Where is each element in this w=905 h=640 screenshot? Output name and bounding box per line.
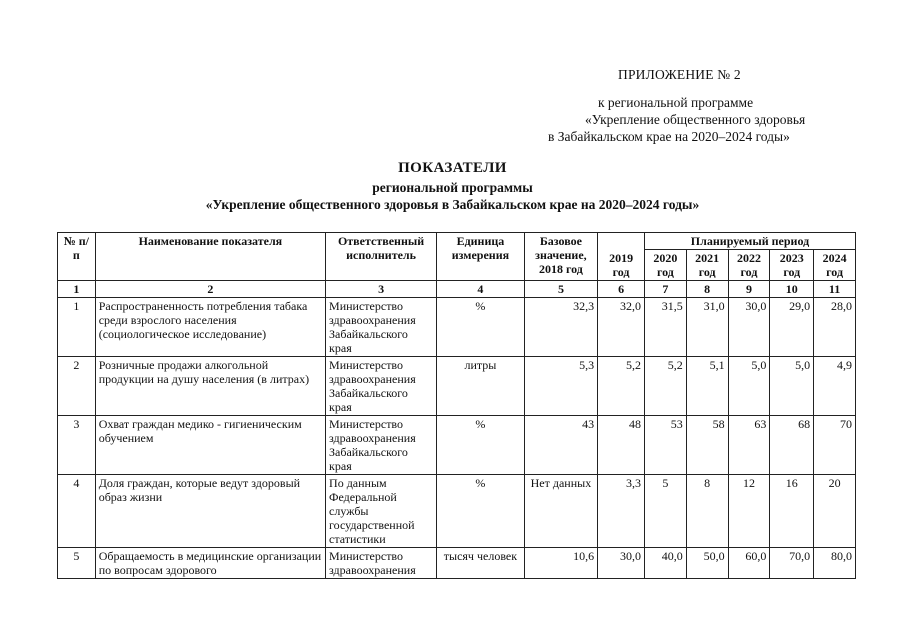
indicator-executor: По данным Федеральной службы государственной статистики [326, 475, 437, 548]
value-2019: 48 [598, 416, 645, 475]
value-2019: 3,3 [598, 475, 645, 548]
value-2023: 16 [770, 475, 814, 548]
row-number: 2 [58, 357, 96, 416]
value-2024: 20 [814, 475, 856, 548]
header-2022: 2022 год [728, 250, 770, 281]
value-2020: 53 [645, 416, 687, 475]
value-2024: 70 [814, 416, 856, 475]
value-2022: 63 [728, 416, 770, 475]
appendix-ref-line1: к региональной программе [598, 95, 754, 110]
value-2020: 40,0 [645, 548, 687, 579]
indicator-executor: Министерство здравоохранения Забайкальского края [326, 357, 437, 416]
header-base: Базовое значение, 2018 год [524, 233, 597, 281]
value-2022: 30,0 [728, 298, 770, 357]
header-2023: 2023 год [770, 250, 814, 281]
value-base: 32,3 [524, 298, 597, 357]
value-2021: 58 [686, 416, 728, 475]
value-2024: 4,9 [814, 357, 856, 416]
indicator-name: Распространенность потребления табака среди взрослого населения (социологическое исследование) [95, 298, 325, 357]
value-2024: 80,0 [814, 548, 856, 579]
indicator-name: Доля граждан, которые ведут здоровый образ жизни [95, 475, 325, 548]
col-number: 4 [437, 281, 525, 298]
appendix-ref-line2: «Укрепление общественного здоровья [585, 112, 806, 127]
value-2020: 5,2 [645, 357, 687, 416]
value-base: 43 [524, 416, 597, 475]
value-2020: 5 [645, 475, 687, 548]
indicator-unit: % [437, 475, 525, 548]
value-base: 10,6 [524, 548, 597, 579]
col-number: 1 [58, 281, 96, 298]
table-row [58, 548, 856, 579]
col-number: 5 [524, 281, 597, 298]
value-2019: 32,0 [598, 298, 645, 357]
value-2019: 5,2 [598, 357, 645, 416]
row-number: 1 [58, 298, 96, 357]
col-number: 3 [326, 281, 437, 298]
value-2023: 70,0 [770, 548, 814, 579]
header-2020: 2020 год [645, 250, 687, 281]
header-unit: Единица измерения [437, 233, 525, 281]
col-number: 11 [814, 281, 856, 298]
indicator-executor: Министерство здравоохранения Забайкальского края [326, 298, 437, 357]
row-number: 5 [58, 548, 96, 579]
indicator-unit: % [437, 416, 525, 475]
appendix-ref-line3: в Забайкальском крае на 2020–2024 годы» [548, 129, 790, 144]
col-number: 7 [645, 281, 687, 298]
indicator-unit: тысяч человек [437, 548, 525, 579]
col-number: 2 [95, 281, 325, 298]
value-2022: 5,0 [728, 357, 770, 416]
heading-line2: региональной программы [372, 180, 533, 195]
table-row [58, 298, 856, 357]
header-2024: 2024 год [814, 250, 856, 281]
header-executor: Ответственный исполнитель [326, 233, 437, 281]
table-row [58, 357, 856, 416]
value-2021: 8 [686, 475, 728, 548]
value-2022: 12 [728, 475, 770, 548]
value-2021: 5,1 [686, 357, 728, 416]
value-2019: 30,0 [598, 548, 645, 579]
header-planned: Планируемый период [645, 233, 856, 250]
value-2023: 68 [770, 416, 814, 475]
header-name: Наименование показателя [95, 233, 325, 281]
indicator-unit: литры [437, 357, 525, 416]
value-2021: 31,0 [686, 298, 728, 357]
value-2021: 50,0 [686, 548, 728, 579]
indicators-table [57, 232, 856, 579]
value-2022: 60,0 [728, 548, 770, 579]
indicator-executor: Министерство здравоохранения [326, 548, 437, 579]
value-base: Нет данных [524, 475, 597, 548]
row-number: 4 [58, 475, 96, 548]
row-number: 3 [58, 416, 96, 475]
indicator-name [95, 548, 325, 579]
value-2023: 5,0 [770, 357, 814, 416]
indicator-name: Охват граждан медико - гигиеническим обучением [95, 416, 325, 475]
indicator-name: Розничные продажи алкогольной продукции на душу населения (в литрах) [95, 357, 325, 416]
col-number: 8 [686, 281, 728, 298]
value-base: 5,3 [524, 357, 597, 416]
table-row [58, 475, 856, 548]
table-row [58, 416, 856, 475]
col-number: 10 [770, 281, 814, 298]
heading-line3: «Укрепление общественного здоровья в Забайкальском крае на 2020–2024 годы» [205, 197, 700, 212]
value-2024: 28,0 [814, 298, 856, 357]
appendix-title: ПРИЛОЖЕНИЕ № 2 [618, 67, 741, 82]
indicator-name-text: Обращаемость в медицинские организации по вопросам здорового [98, 549, 322, 577]
value-2023: 29,0 [770, 298, 814, 357]
header-2021: 2021 год [686, 250, 728, 281]
heading-line1: ПОКАЗАТЕЛИ [398, 160, 507, 176]
header-num: № п/п [58, 233, 96, 281]
header-2019: 2019 год [598, 233, 645, 281]
col-number: 6 [598, 281, 645, 298]
value-2020: 31,5 [645, 298, 687, 357]
indicator-executor: Министерство здравоохранения Забайкальского края [326, 416, 437, 475]
indicator-unit: % [437, 298, 525, 357]
col-number: 9 [728, 281, 770, 298]
